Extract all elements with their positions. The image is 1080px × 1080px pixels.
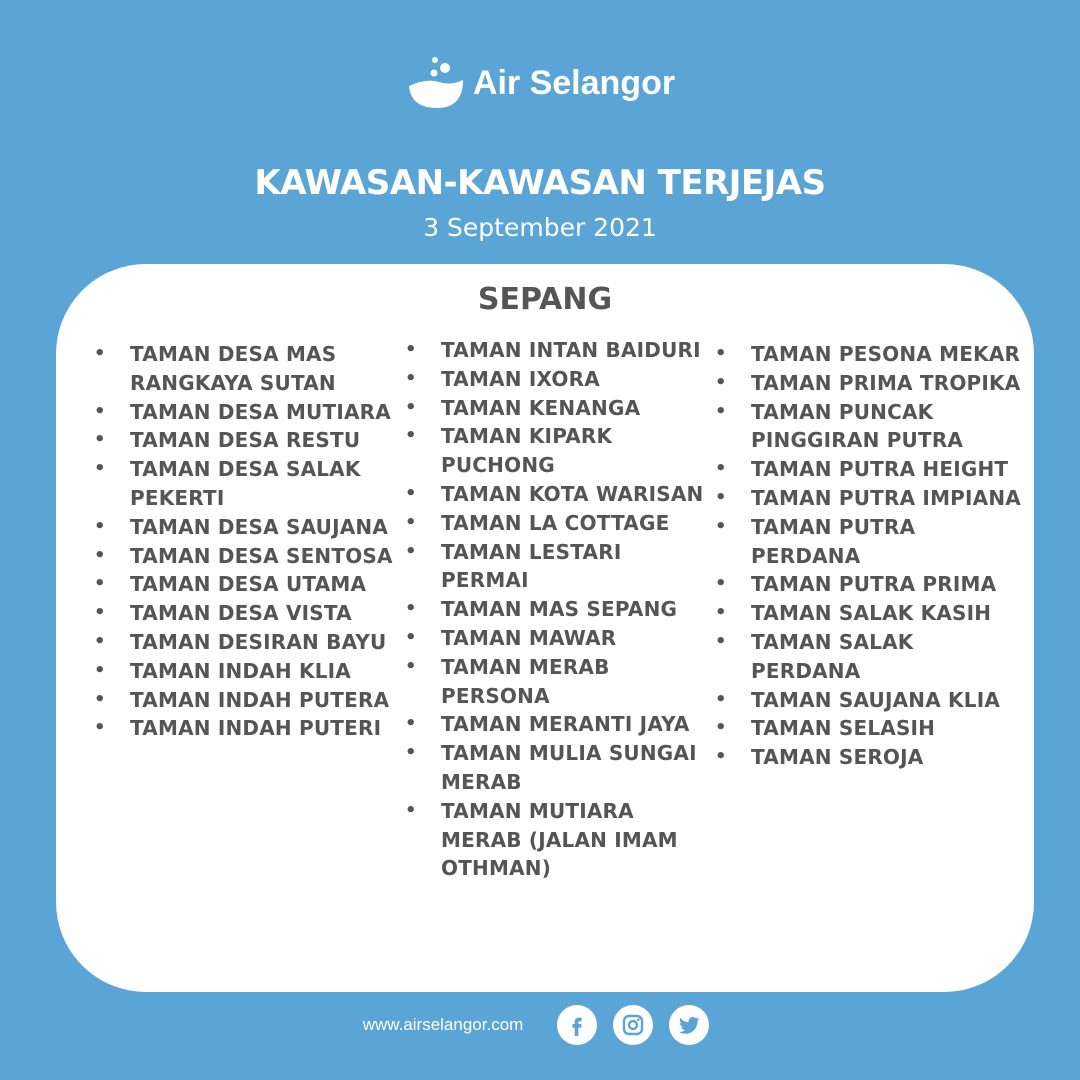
- area-list-item: • TAMAN LA COTTAGE: [405, 509, 705, 538]
- area-list-column-1: [94, 340, 394, 743]
- area-list-item: • TAMAN DESA UTAMA: [94, 570, 394, 599]
- area-list-item: • TAMAN SALAK PERDANA: [715, 628, 1027, 686]
- area-list-item: • TAMAN MUTIARA MERAB (JALAN IMAM OTHMAN): [405, 797, 705, 883]
- area-list-item: • TAMAN PUTRA PERDANA: [715, 513, 1027, 571]
- area-list-column-3: [715, 340, 1027, 772]
- website-link[interactable]: www.airselangor.com: [362, 1015, 524, 1034]
- area-list-item: • TAMAN INTAN BAIDURI: [405, 336, 705, 365]
- area-list-item: • TAMAN PUTRA PRIMA: [715, 570, 1027, 599]
- area-list-item: • TAMAN KENANGA: [405, 394, 705, 423]
- area-list-item: • TAMAN SALAK KASIH: [715, 599, 1027, 628]
- area-list-item: • TAMAN PRIMA TROPIKA: [715, 369, 1027, 398]
- area-list-item: • TAMAN DESA SALAK PEKERTI: [94, 455, 394, 513]
- area-list-item: • TAMAN INDAH PUTERA: [94, 686, 394, 715]
- area-list-item: • TAMAN DESA VISTA: [94, 599, 394, 628]
- area-list-item: • TAMAN PESONA MEKAR: [715, 340, 1027, 369]
- area-list-item: • TAMAN SELASIH: [715, 714, 1027, 743]
- page-date: 3 September 2021: [423, 213, 657, 242]
- brand-logo: [0, 52, 1080, 114]
- area-list-item: • TAMAN INDAH PUTERI: [94, 714, 394, 743]
- area-list-item: • TAMAN MAWAR: [405, 624, 705, 653]
- area-list-column-2: [405, 336, 705, 883]
- area-list-item: • TAMAN DESA MAS RANGKAYA SUTAN: [94, 340, 394, 398]
- area-list-item: • TAMAN MAS SEPANG: [405, 595, 705, 624]
- area-list-item: • TAMAN MERAB PERSONA: [405, 653, 705, 711]
- area-list-item: • TAMAN SAUJANA KLIA: [715, 686, 1027, 715]
- area-list-item: • TAMAN DESA SAUJANA: [94, 513, 394, 542]
- area-list-item: • TAMAN PUNCAK PINGGIRAN PUTRA: [715, 398, 1027, 456]
- area-list-item: • TAMAN SEROJA: [715, 743, 1027, 772]
- area-list-item: • TAMAN DESA MUTIARA: [94, 398, 394, 427]
- twitter-icon[interactable]: [669, 1005, 709, 1045]
- affected-areas-card: [56, 264, 1034, 992]
- district-heading: SEPANG: [477, 282, 613, 317]
- facebook-icon[interactable]: [557, 1005, 597, 1045]
- area-list-item: • TAMAN KIPARK PUCHONG: [405, 422, 705, 480]
- area-list-item: • TAMAN MERANTI JAYA: [405, 710, 705, 739]
- area-list-item: • TAMAN INDAH KLIA: [94, 657, 394, 686]
- area-list-item: • TAMAN DESA SENTOSA: [94, 542, 394, 571]
- instagram-icon[interactable]: [613, 1005, 653, 1045]
- page-title: KAWASAN-KAWASAN TERJEJAS: [254, 163, 826, 203]
- area-list-item: • TAMAN IXORA: [405, 365, 705, 394]
- area-list-item: • TAMAN MULIA SUNGAI MERAB: [405, 739, 705, 797]
- area-list-item: • TAMAN LESTARI PERMAI: [405, 538, 705, 596]
- water-drop-logo-icon: [405, 52, 467, 114]
- footer: [0, 1004, 1080, 1046]
- brand-name: Air Selangor: [472, 63, 676, 102]
- area-list-item: • TAMAN KOTA WARISAN: [405, 480, 705, 509]
- area-list-item: • TAMAN PUTRA IMPIANA: [715, 484, 1027, 513]
- area-list-item: • TAMAN DESIRAN BAYU: [94, 628, 394, 657]
- area-list-item: • TAMAN DESA RESTU: [94, 426, 394, 455]
- area-list-item: • TAMAN PUTRA HEIGHT: [715, 455, 1027, 484]
